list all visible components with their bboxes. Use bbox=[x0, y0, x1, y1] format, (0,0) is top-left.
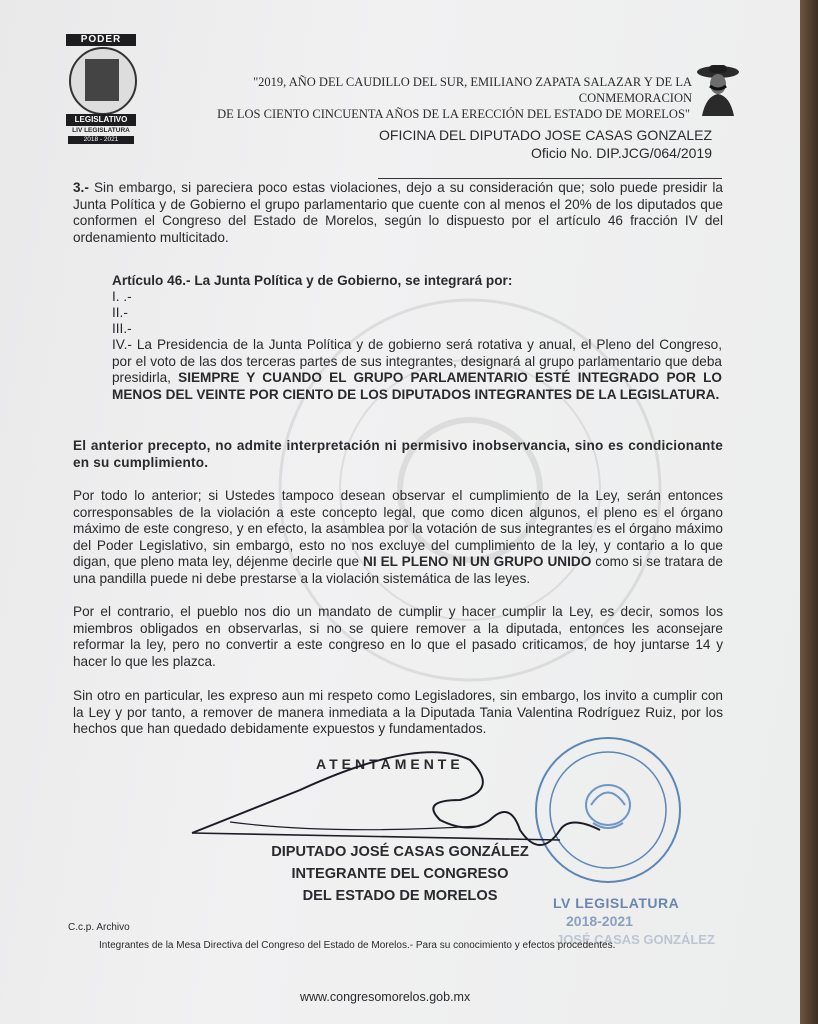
signature-block bbox=[250, 841, 550, 907]
article-46-block bbox=[112, 273, 722, 403]
fraction-4-text: IV.- La Presidencia de la Junta Política y de gobierno será rotativa y anual, el Pleno del Congreso, por el voto de las dos terceras partes de sus integrantes, designará al grupo parlamentario que deba presidirla, bbox=[112, 337, 722, 386]
precept-paragraph: El anterior precepto, no admite interpretación ni permisivo inobservancia, sino es condicionante en su cumplimiento. bbox=[73, 438, 723, 470]
header-rule bbox=[378, 178, 722, 179]
motto-line-2: DE LOS CIENTO CINCUENTA AÑOS DE LA ERECCIÓN DEL ESTADO DE MORELOS" bbox=[217, 107, 690, 121]
fraction-4-bold: SIEMPRE Y CUANDO EL GRUPO PARLAMENTARIO ESTÉ INTEGRADO POR LO MENOS DEL VEINTE POR CIENTO DE LOS DIPUTADOS INTEGRANTES DE LA LEGISLATURA. bbox=[112, 370, 722, 402]
stamp-years: 2018-2021 bbox=[566, 913, 633, 929]
article-title: Artículo 46.- La Junta Política y de Gobierno, se integrará por: bbox=[112, 273, 513, 288]
paragraph-contrary: Por el contrario, el pueblo nos dio un mandato de cumplir y hacer cumplir la Ley, es decir, somos los miembros obligados en observarlas, si no se quiere remover a la diputada, entonces les aconsejare reformar la ley, pero no convertir a este congreso en lo que el pasado criticamos, de hoy juntarse 14 y hacer lo que les plazca. bbox=[73, 604, 723, 669]
fraction-3: III.- bbox=[112, 321, 132, 336]
logo-bottom-text: LEGISLATIVO bbox=[66, 114, 136, 126]
logo-legislature: LIV LEGISLATURA bbox=[72, 127, 130, 134]
logo-years: 2018 - 2021 bbox=[68, 136, 134, 144]
office-header bbox=[300, 126, 712, 162]
motto-line-1: "2019, AÑO DEL CAUDILLO DEL SUR, EMILIANO ZAPATA SALAZAR Y DE LA CONMEMORACION bbox=[253, 75, 692, 105]
zapata-portrait-icon bbox=[696, 62, 740, 116]
desk-background bbox=[800, 0, 818, 1024]
paragraph-all-text-b: como si se tratara de una pandilla puede ni debe prestarse a la violación sistemática de las leyes. bbox=[73, 554, 723, 586]
ccp-recipients: Integrantes de la Mesa Directiva del Congreso del Estado de Morelos.- Para su conocimiento y efectos procedentes. bbox=[99, 940, 616, 951]
atentamente: ATENTAMENTE bbox=[316, 756, 464, 772]
paragraph-all-bold: NI EL PLENO NI UN GRUPO UNIDO bbox=[363, 554, 592, 570]
signer-role-2: DEL ESTADO DE MORELOS bbox=[302, 888, 498, 904]
logo-tower-icon bbox=[85, 59, 119, 101]
paragraph-3-number: 3.- bbox=[73, 180, 89, 195]
paragraph-closing: Sin otro en particular, les expreso aun mi respeto como Legisladores, sin embargo, los invito a cumplir con la Ley y por tanto, a remover de manera inmediata a la Diputada Tania Valentina Rodríguez Ruiz, por los hechos que han quedado debidamente expuestos y fundamentados. bbox=[73, 688, 723, 737]
paragraph-all-text-a: Por todo lo anterior; si Ustedes tampoco desean observar el cumplimiento de la Ley, serán entonces corresponsables de la violación a este concepto legal, que como dicen algunos, el pleno es el órgano máximo de este congreso, y en efecto, la asamblea por la votación de sus integrantes es el órgano máximo del Poder Legislativo, sin embargo, esto no nos excluye del cumplimiento de la ley, y contario a lo que digan, que pleno mata ley, déjenme decirle que bbox=[73, 488, 723, 570]
ccp-archive: C.c.p. Archivo bbox=[68, 922, 130, 933]
stamp-name: JOSÉ CASAS GONZÁLEZ bbox=[556, 932, 715, 947]
stamp-legislature: LV LEGISLATURA bbox=[553, 895, 680, 911]
paragraph-3-text: Sin embargo, si pareciera poco estas violaciones, dejo a su consideración que; solo puede presidir la Junta Política y de Gobierno el grupo parlamentario que cuente con al menos el 20% de los diputados que conformen el Congreso del Estado de Morelos, según lo dispuesto por el artículo 46 fracción IV del ordenamiento multicitado. bbox=[73, 180, 723, 245]
logo-top-text: PODER bbox=[66, 34, 136, 46]
fraction-4 bbox=[112, 337, 722, 403]
signer-role-1: INTEGRANTE DEL CONGRESO bbox=[291, 866, 509, 882]
paragraph-3 bbox=[73, 180, 723, 246]
office-title: OFICINA DEL DIPUTADO JOSE CASAS GONZALEZ bbox=[379, 127, 712, 143]
congress-logo bbox=[66, 34, 136, 150]
fraction-1: I. .- bbox=[112, 289, 132, 304]
office-number: Oficio No. DIP.JCG/064/2019 bbox=[530, 145, 712, 161]
official-stamp bbox=[533, 735, 683, 885]
fraction-2: II.- bbox=[112, 305, 128, 320]
paragraph-all bbox=[73, 488, 723, 588]
signer-name: DIPUTADO JOSÉ CASAS GONZÁLEZ bbox=[271, 844, 529, 860]
logo-seal bbox=[69, 47, 137, 115]
motto bbox=[150, 74, 692, 122]
website: www.congresomorelos.gob.mx bbox=[300, 990, 471, 1004]
